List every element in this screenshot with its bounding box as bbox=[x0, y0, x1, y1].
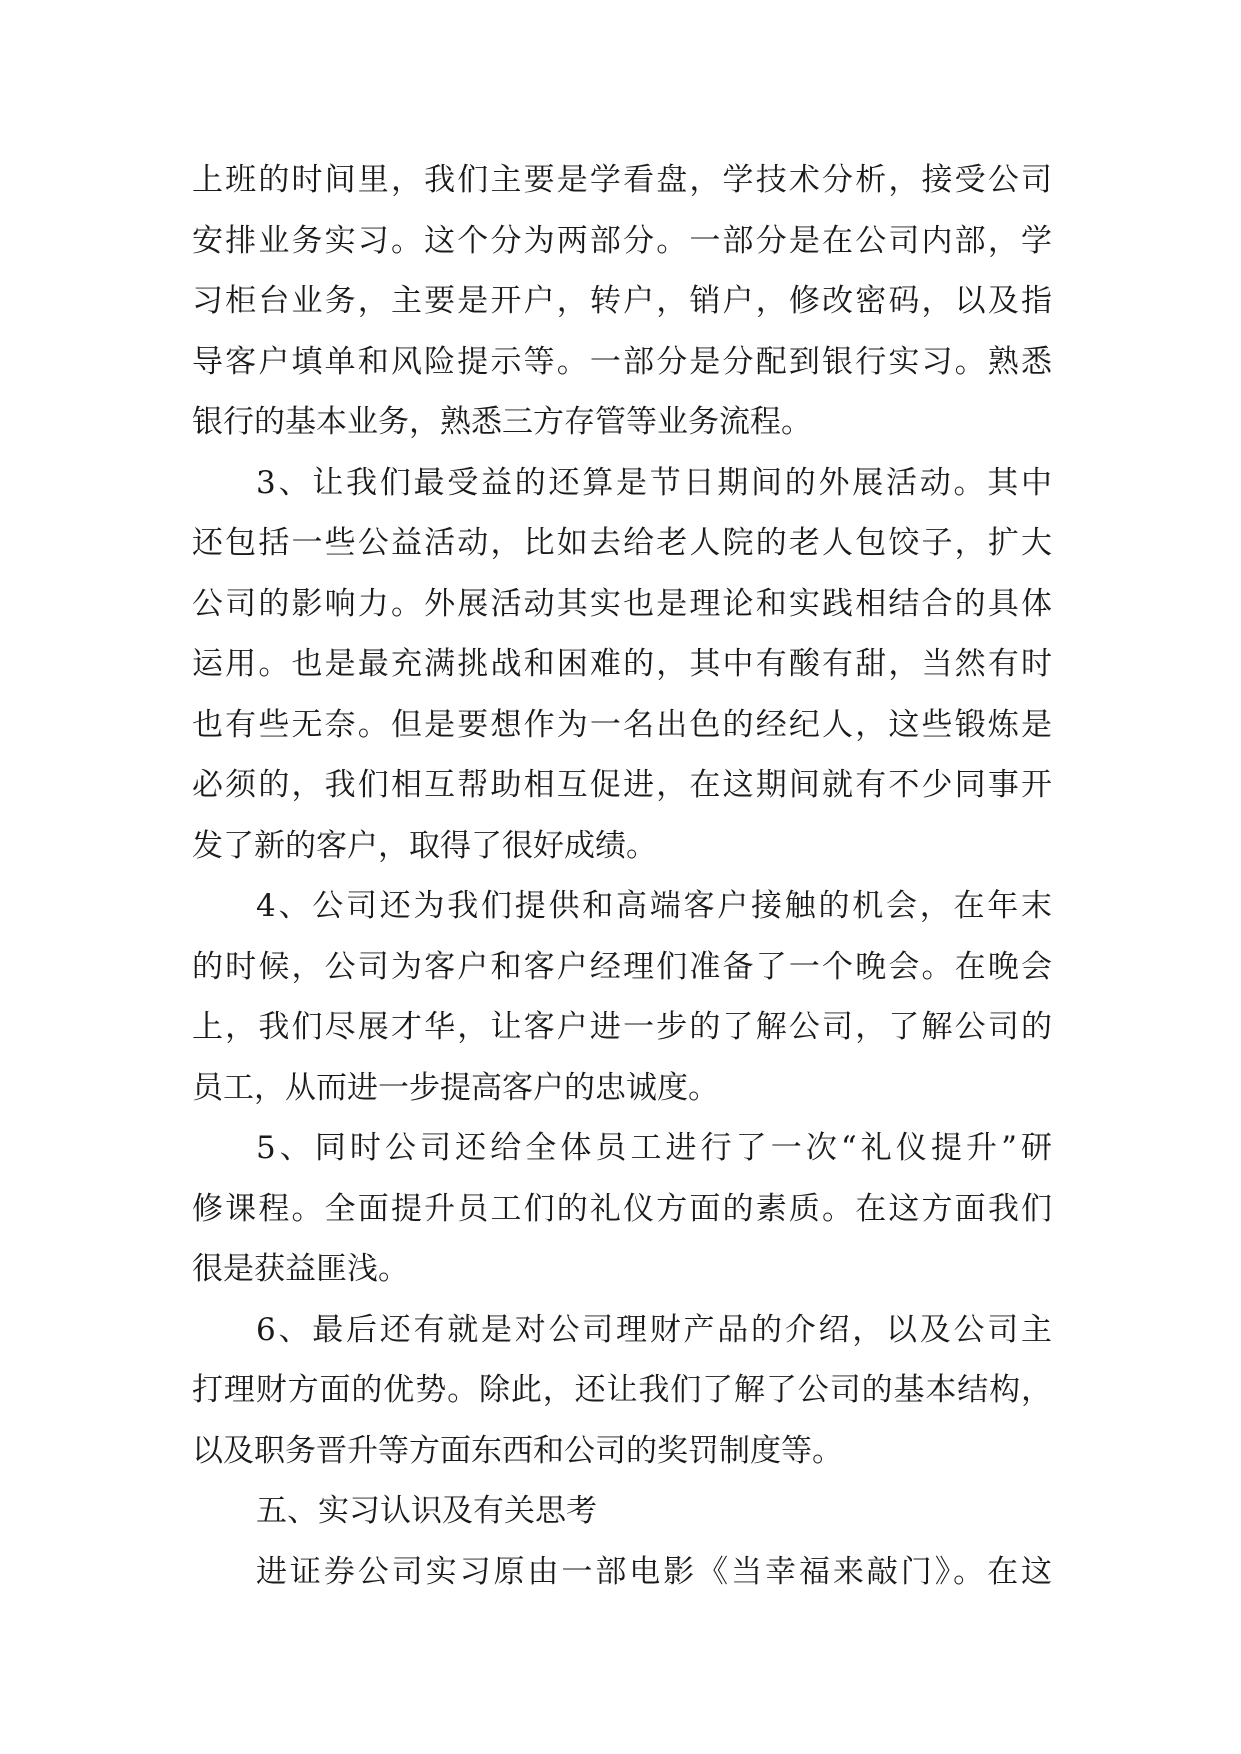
text-line: 运用。也是最充满挑战和困难的，其中有酸有甜，当然有时 bbox=[192, 646, 1052, 682]
text-line: 五、实习认识及有关思考 bbox=[256, 1493, 597, 1529]
text-line: 导客户填单和风险提示等。一部分是分配到银行实习。熟悉 bbox=[192, 343, 1052, 380]
text-line: 必须的，我们相互帮助相互促进，在这期间就有不少同事开 bbox=[192, 767, 1052, 803]
text-line: 银行的基本业务，熟悉三方存管等业务流程。 bbox=[192, 404, 812, 440]
text-line: 习柜台业务，主要是开户，转户，销户，修改密码，以及指 bbox=[192, 283, 1052, 319]
text-line: 的时候，公司为客户和客户经理们准备了一个晚会。在晚会 bbox=[192, 948, 1052, 985]
text-line: 5、同时公司还给全体员工进行了一次“礼仪提升”研 bbox=[256, 1130, 1052, 1166]
text-line: 公司的影响力。外展活动其实也是理论和实践相结合的具体 bbox=[192, 585, 1052, 622]
text-line: 3、让我们最受益的还算是节日期间的外展活动。其中 bbox=[256, 464, 1052, 501]
text-line: 员工，从而进一步提高客户的忠诚度。 bbox=[192, 1069, 719, 1106]
text-line: 也有些无奈。但是要想作为一名出色的经纪人，这些锻炼是 bbox=[192, 706, 1052, 743]
text-line: 很是获益匪浅。 bbox=[192, 1251, 409, 1287]
text-line: 6、最后还有就是对公司理财产品的介绍，以及公司主 bbox=[256, 1311, 1052, 1348]
text-line: 发了新的客户，取得了很好成绩。 bbox=[192, 827, 657, 864]
text-line: 安排业务实习。这个分为两部分。一部分是在公司内部，学 bbox=[192, 222, 1052, 259]
text-line: 上，我们尽展才华，让客户进一步的了解公司，了解公司的 bbox=[192, 1009, 1052, 1045]
text-line: 还包括一些公益活动，比如去给老人院的老人包饺子，扩大 bbox=[192, 525, 1052, 561]
document-body bbox=[192, 150, 1052, 1602]
text-line: 修课程。全面提升员工们的礼仪方面的素质。在这方面我们 bbox=[192, 1190, 1052, 1227]
text-line: 以及职务晋升等方面东西和公司的奖罚制度等。 bbox=[192, 1432, 843, 1469]
text-line: 打理财方面的优势。除此，还让我们了解了公司的基本结构， bbox=[192, 1372, 1052, 1408]
text-line: 上班的时间里，我们主要是学看盘，学技术分析，接受公司 bbox=[192, 162, 1052, 198]
text-line: 4、公司还为我们提供和高端客户接触的机会，在年末 bbox=[256, 888, 1052, 924]
text-line: 进证券公司实习原由一部电影《当幸福来敲门》。在这 bbox=[256, 1553, 1052, 1590]
